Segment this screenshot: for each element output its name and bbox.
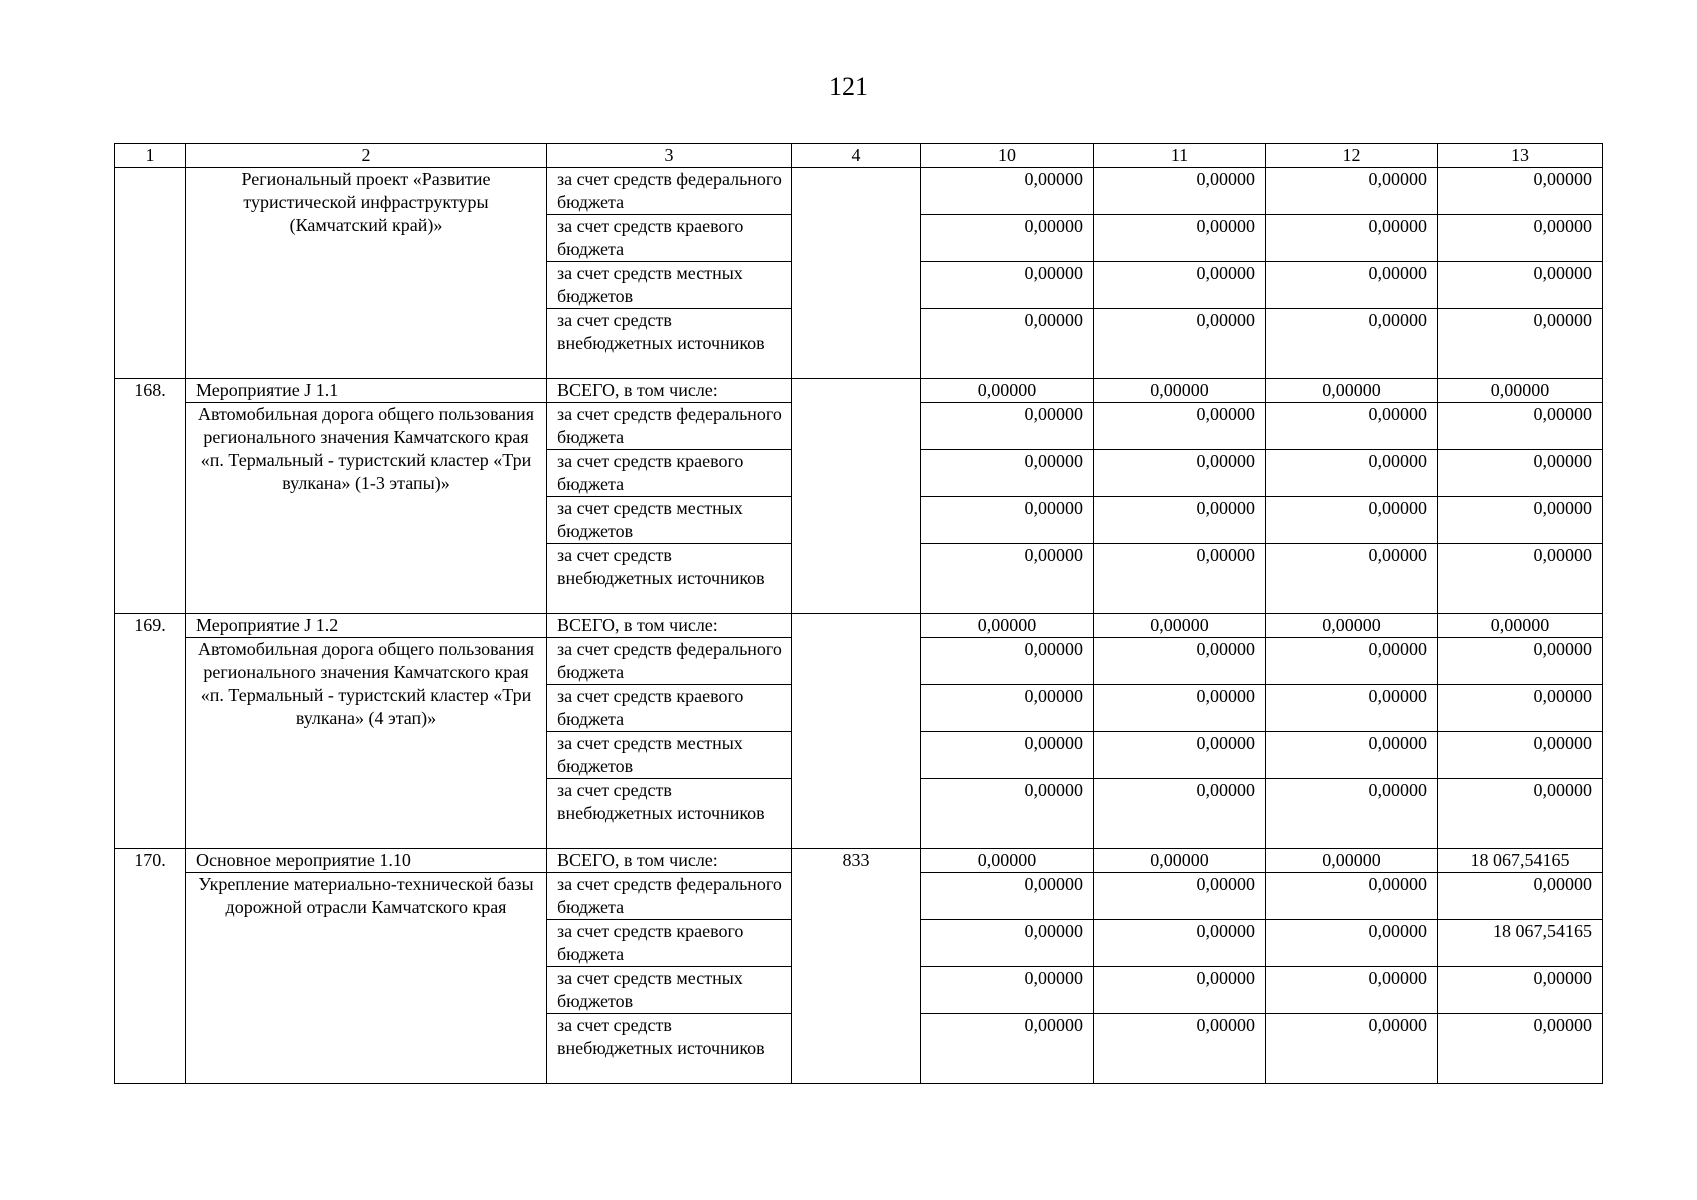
- source-regional: за счет средств краевого бюджета: [547, 920, 792, 967]
- value-cell: 0,00000: [1266, 779, 1438, 849]
- row-number: 170.: [115, 849, 186, 1084]
- value-cell: 0,00000: [1438, 1014, 1603, 1084]
- value-cell: 0,00000: [1094, 685, 1266, 732]
- measure-description: Автомобильная дорога общего пользования регионального значения Камчатского края «п. Термальный - туристский кластер «Три вулкана» (1-3 этапы)»: [186, 403, 547, 614]
- total-value: 0,00000: [1266, 614, 1438, 638]
- total-value: 18 067,54165: [1438, 849, 1603, 873]
- value-cell: 0,00000: [1266, 309, 1438, 379]
- value-cell: 0,00000: [1094, 215, 1266, 262]
- value-cell: 0,00000: [921, 309, 1094, 379]
- value-cell: 0,00000: [1094, 403, 1266, 450]
- source-local: за счет средств местных бюджетов: [547, 262, 792, 309]
- total-value: 0,00000: [1094, 379, 1266, 403]
- value-cell: 0,00000: [921, 215, 1094, 262]
- value-cell: 0,00000: [1438, 168, 1603, 215]
- value-cell: 0,00000: [921, 967, 1094, 1014]
- value-cell: 0,00000: [1094, 638, 1266, 685]
- value-cell: 0,00000: [921, 497, 1094, 544]
- source-local: за счет средств местных бюджетов: [547, 497, 792, 544]
- measure-description: Укрепление материально-технической базы дорожной отрасли Камчатского края: [186, 873, 547, 1084]
- table-row-total: [115, 379, 1603, 403]
- value-cell: 0,00000: [1266, 544, 1438, 614]
- value-cell: 0,00000: [1266, 685, 1438, 732]
- value-cell: 0,00000: [1438, 685, 1603, 732]
- column-header-row: [115, 144, 1603, 168]
- row-number-cell: [115, 168, 186, 379]
- value-cell: 0,00000: [1266, 403, 1438, 450]
- value-cell: 0,00000: [1094, 967, 1266, 1014]
- value-cell: 0,00000: [921, 779, 1094, 849]
- value-cell: 0,00000: [1094, 1014, 1266, 1084]
- measure-title: Мероприятие J 1.1: [186, 379, 547, 403]
- value-cell: 0,00000: [1094, 309, 1266, 379]
- page-number: 121: [829, 72, 868, 101]
- source-regional: за счет средств краевого бюджета: [547, 450, 792, 497]
- value-cell: 0,00000: [921, 685, 1094, 732]
- value-cell: 0,00000: [1266, 638, 1438, 685]
- value-cell: 0,00000: [1094, 450, 1266, 497]
- source-offbudget: за счет средств внебюджетных источников: [547, 309, 792, 379]
- value-cell: 0,00000: [1094, 873, 1266, 920]
- row-number: 168.: [115, 379, 186, 614]
- code-cell: [792, 614, 921, 849]
- total-label: ВСЕГО, в том числе:: [547, 379, 792, 403]
- value-cell: 0,00000: [921, 403, 1094, 450]
- source-offbudget: за счет средств внебюджетных источников: [547, 779, 792, 849]
- table-row: [115, 168, 1603, 215]
- code-cell: 833: [792, 849, 921, 1084]
- value-cell: 0,00000: [1266, 450, 1438, 497]
- column-header: 12: [1266, 144, 1438, 168]
- total-value: 0,00000: [1438, 614, 1603, 638]
- value-cell: 0,00000: [1094, 497, 1266, 544]
- value-cell: 0,00000: [1438, 497, 1603, 544]
- source-offbudget: за счет средств внебюджетных источников: [547, 1014, 792, 1084]
- code-cell: [792, 168, 921, 379]
- row-number: 169.: [115, 614, 186, 849]
- source-regional: за счет средств краевого бюджета: [547, 685, 792, 732]
- column-header: 2: [186, 144, 547, 168]
- measure-title: Мероприятие J 1.2: [186, 614, 547, 638]
- value-cell: 0,00000: [1266, 732, 1438, 779]
- value-cell: 0,00000: [921, 262, 1094, 309]
- total-value: 0,00000: [1094, 614, 1266, 638]
- source-offbudget: за счет средств внебюджетных источников: [547, 544, 792, 614]
- column-header: 11: [1094, 144, 1266, 168]
- value-cell: 0,00000: [1094, 168, 1266, 215]
- total-value: 0,00000: [921, 379, 1094, 403]
- value-cell: 0,00000: [1094, 779, 1266, 849]
- value-cell: 0,00000: [921, 732, 1094, 779]
- code-cell: [792, 379, 921, 614]
- value-cell: 0,00000: [1438, 309, 1603, 379]
- measure-title: Основное мероприятие 1.10: [186, 849, 547, 873]
- value-cell: 0,00000: [1266, 497, 1438, 544]
- value-cell: 0,00000: [1438, 403, 1603, 450]
- project-title: Региональный проект «Развитие туристической инфраструктуры (Камчатский край)»: [186, 168, 547, 379]
- value-cell: 0,00000: [1438, 544, 1603, 614]
- total-value: 0,00000: [1438, 379, 1603, 403]
- value-cell: 0,00000: [1266, 967, 1438, 1014]
- value-cell: 0,00000: [1438, 873, 1603, 920]
- value-cell: 0,00000: [1266, 168, 1438, 215]
- total-value: 0,00000: [1094, 849, 1266, 873]
- source-local: за счет средств местных бюджетов: [547, 732, 792, 779]
- source-federal: за счет средств федерального бюджета: [547, 403, 792, 450]
- total-value: 0,00000: [1266, 379, 1438, 403]
- value-cell: 0,00000: [921, 1014, 1094, 1084]
- column-header: 4: [792, 144, 921, 168]
- column-header: 13: [1438, 144, 1603, 168]
- total-value: 0,00000: [1266, 849, 1438, 873]
- value-cell: 0,00000: [1094, 262, 1266, 309]
- source-regional: за счет средств краевого бюджета: [547, 215, 792, 262]
- budget-table: [114, 143, 1603, 1084]
- value-cell: 0,00000: [1266, 1014, 1438, 1084]
- total-value: 0,00000: [921, 849, 1094, 873]
- value-cell: 0,00000: [1094, 732, 1266, 779]
- source-federal: за счет средств федерального бюджета: [547, 168, 792, 215]
- value-cell: 0,00000: [1094, 544, 1266, 614]
- table-row-total: [115, 614, 1603, 638]
- value-cell: 0,00000: [1438, 450, 1603, 497]
- value-cell: 0,00000: [921, 920, 1094, 967]
- value-cell: 0,00000: [1438, 215, 1603, 262]
- column-header: 10: [921, 144, 1094, 168]
- source-federal: за счет средств федерального бюджета: [547, 638, 792, 685]
- source-federal: за счет средств федерального бюджета: [547, 873, 792, 920]
- value-cell: 0,00000: [921, 638, 1094, 685]
- value-cell: 0,00000: [1438, 967, 1603, 1014]
- value-cell: 0,00000: [921, 873, 1094, 920]
- value-cell: 0,00000: [1266, 215, 1438, 262]
- value-cell: 0,00000: [1438, 262, 1603, 309]
- value-cell: 0,00000: [1438, 638, 1603, 685]
- total-label: ВСЕГО, в том числе:: [547, 614, 792, 638]
- measure-description: Автомобильная дорога общего пользования регионального значения Камчатского края «п. Термальный - туристский кластер «Три вулкана» (4 этап)»: [186, 638, 547, 849]
- column-header: 3: [547, 144, 792, 168]
- value-cell: 0,00000: [1266, 920, 1438, 967]
- value-cell: 0,00000: [1266, 262, 1438, 309]
- value-cell: 0,00000: [1438, 779, 1603, 849]
- total-value: 0,00000: [921, 614, 1094, 638]
- value-cell: 0,00000: [921, 544, 1094, 614]
- source-local: за счет средств местных бюджетов: [547, 967, 792, 1014]
- value-cell: 0,00000: [1094, 920, 1266, 967]
- value-cell: 18 067,54165: [1438, 920, 1603, 967]
- column-header: 1: [115, 144, 186, 168]
- table-row-total: [115, 849, 1603, 873]
- total-label: ВСЕГО, в том числе:: [547, 849, 792, 873]
- value-cell: 0,00000: [921, 450, 1094, 497]
- value-cell: 0,00000: [1438, 732, 1603, 779]
- value-cell: 0,00000: [1266, 873, 1438, 920]
- value-cell: 0,00000: [921, 168, 1094, 215]
